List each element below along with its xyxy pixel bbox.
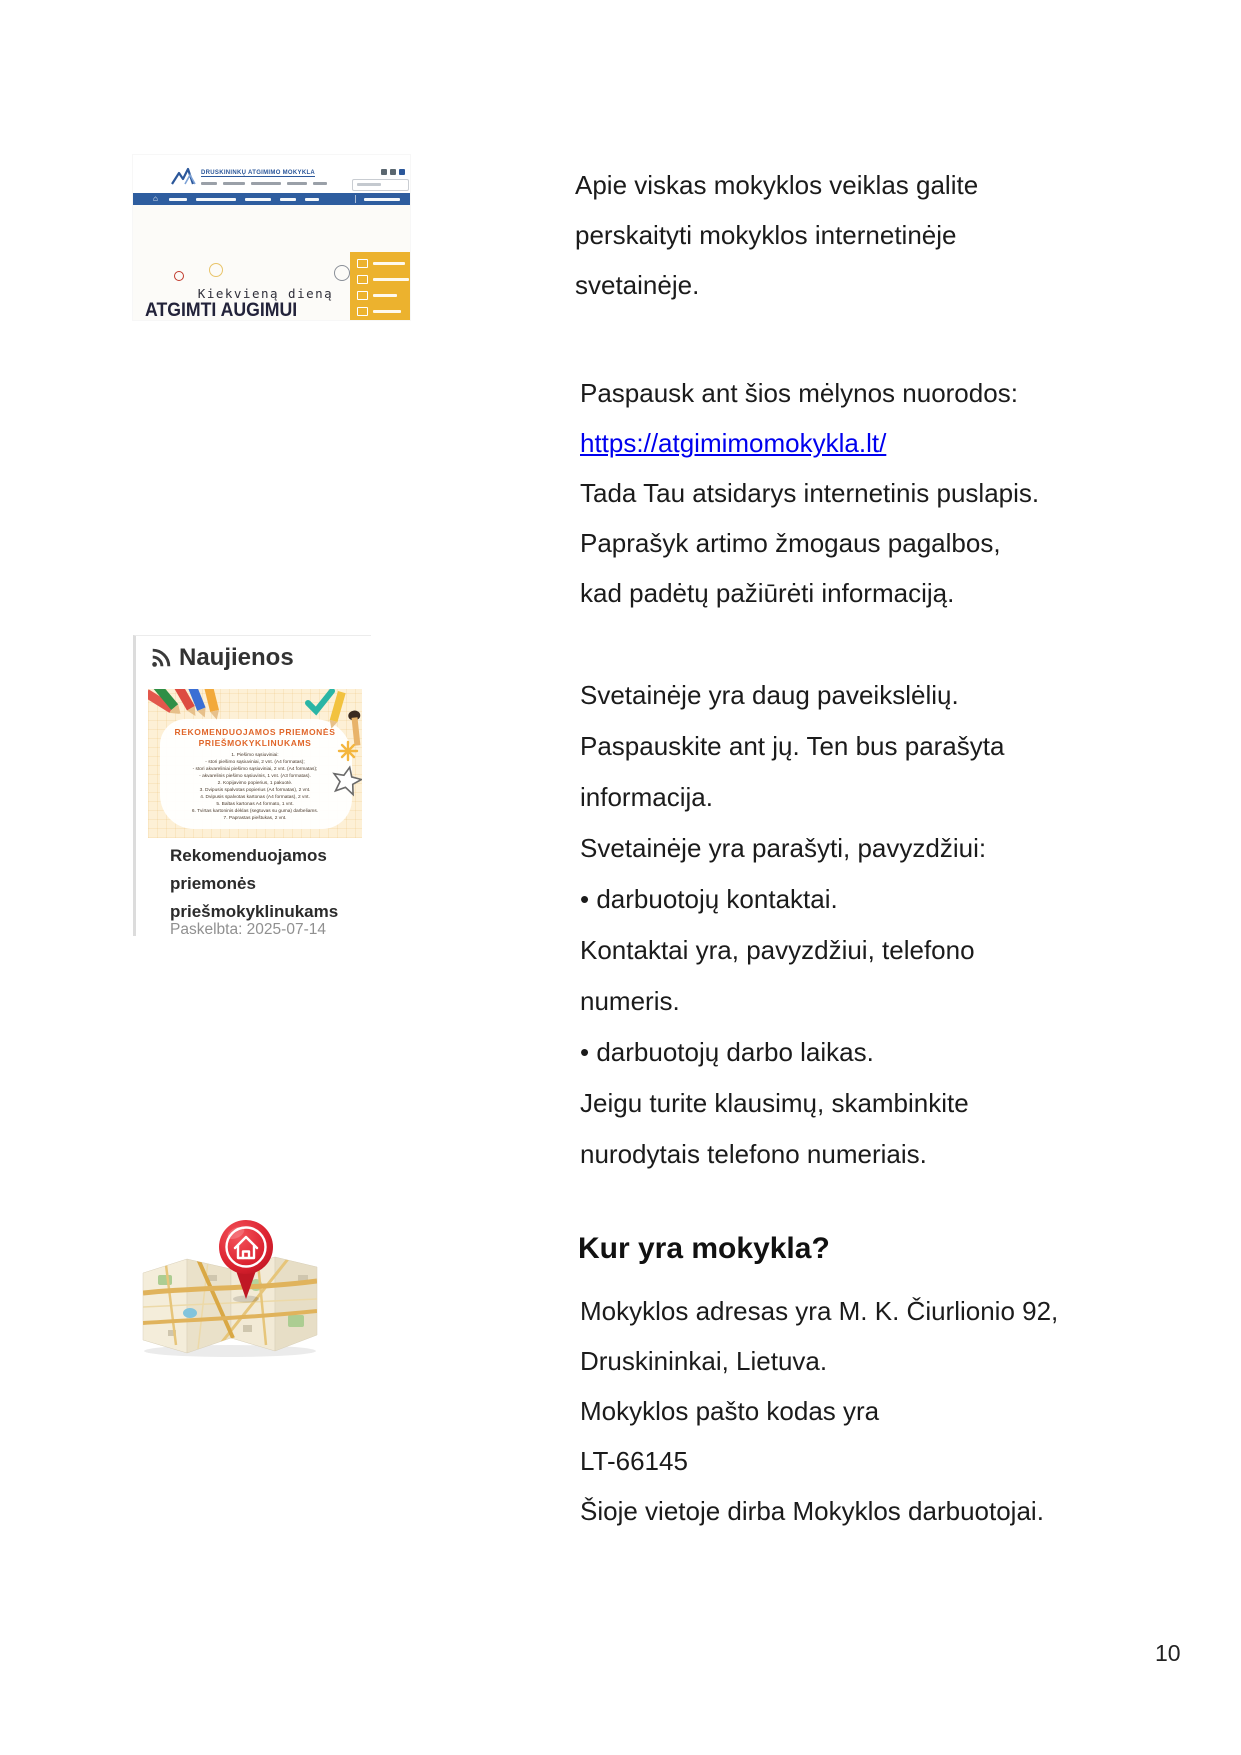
map-location-illustration — [138, 1215, 323, 1363]
decor-circle — [209, 263, 223, 277]
decor-circle — [174, 271, 184, 281]
news-post-date: Paskelbta: 2025-07-14 — [170, 921, 326, 936]
website-search-box — [352, 179, 409, 191]
website-header — [133, 155, 410, 193]
poster-item: 6. Tvirtas kartoninis dėklas (segtuvas su guma) darbeliams. — [191, 809, 319, 814]
website-header-icons — [381, 169, 405, 175]
poster-item: 7. Paprastas pieštukas, 2 vnt. — [223, 816, 287, 821]
news-post-title: Rekomenduojamos priemonės priešmokyklinukams — [170, 846, 339, 921]
website-navbar — [133, 193, 410, 205]
poster-item: 1. Piešimo sąsiuviniai: — [231, 753, 279, 758]
recommended-supplies-poster — [148, 689, 362, 838]
bullet-line: • darbuotojų darbo laikas. — [580, 1037, 874, 1067]
page-number: 10 — [1155, 1640, 1181, 1666]
text-line: Šioje vietoje dirba Mokyklos darbuotojai. — [580, 1496, 1044, 1526]
home-icon: ⌂ — [153, 194, 158, 203]
text-line: Druskininkai, Lietuva. — [580, 1346, 828, 1376]
poster-item: 4. Dvipusis spalvotas kartonas (A4 formatas), 2 vnt. — [200, 795, 310, 800]
text-line: Mokyklos adresas yra M. K. Čiurlionio 92, — [580, 1296, 1059, 1326]
text-line: Apie viskas mokyklos veiklas galite — [575, 170, 979, 200]
website-subnav-placeholder — [201, 182, 327, 185]
text-line: svetainėje. — [575, 270, 700, 300]
rss-icon — [150, 647, 172, 669]
school-logo-icon — [171, 167, 198, 187]
news-section-screenshot — [133, 635, 371, 936]
intro-paragraph — [575, 160, 978, 310]
text-line: Paspausk ant šios mėlynos nuorodos: — [580, 378, 1018, 408]
text-line: Svetainėje yra parašyti, pavyzdžiui: — [580, 833, 987, 863]
news-section-title: Naujienos — [179, 644, 294, 671]
location-heading: Kur yra mokykla? — [578, 1232, 830, 1265]
text-line: informacija. — [580, 782, 713, 812]
poster-item: - stori piešimo sąsiuviniai, 2 vnt. (A4 formatas); — [205, 760, 305, 765]
poster-item: 5. Baltas kartonas A4 formato, 1 vnt. — [216, 802, 294, 807]
text-line: numeris. — [580, 986, 680, 1016]
text-line: LT-66145 — [580, 1446, 688, 1476]
location-paragraph — [580, 1286, 1058, 1536]
poster-item: - akvarelinis piešimo sąsiuvinis, 1 vnt. (A3 formatas). — [199, 774, 311, 779]
poster-item: 3. Dvipusis spalvotas popierius (A4 formatas), 2 vnt. — [199, 788, 311, 793]
text-line: Tada Tau atsidarys internetinis puslapis. — [580, 478, 1040, 508]
website-info-paragraph — [580, 670, 1004, 1180]
decor-circle — [334, 265, 350, 281]
poster-item-list — [148, 752, 362, 822]
text-line: Svetainėje yra daug paveikslėlių. — [580, 680, 959, 710]
text-line: Jeigu turite klausimų, skambinkite — [580, 1088, 969, 1118]
school-website-link[interactable]: https://atgimimomokykla.lt/ — [580, 428, 887, 458]
school-name-link: DRUSKININKŲ ATGIMIMO MOKYKLA — [201, 170, 316, 176]
hero-title: ATGIMTI AUGIMUI — [145, 300, 298, 320]
school-website-screenshot — [133, 155, 410, 320]
hero-tagline: Kiekvieną dieną — [197, 286, 334, 301]
poster-item: 2. Kopijavimo popierius, 1 pakuotė. — [217, 781, 293, 786]
website-quicklinks-panel — [350, 252, 410, 320]
poster-title: REKOMENDUOJAMOS PRIEMONĖS PRIEŠMOKYKLINUKAMS — [174, 727, 336, 748]
text-line: Kontaktai yra, pavyzdžiui, telefono — [580, 935, 975, 965]
text-line: Paspauskite ant jų. Ten bus parašyta — [580, 731, 1005, 761]
bullet-line: • darbuotojų kontaktai. — [580, 884, 838, 914]
text-line: perskaityti mokyklos internetinėje — [575, 220, 957, 250]
link-paragraph — [580, 368, 1039, 618]
text-line: nurodytais telefono numeriais. — [580, 1139, 927, 1169]
poster-item: - stori akvareliniai piešimo sąsiuviniai, 2 vnt. (A4 formatas); — [192, 767, 318, 772]
text-line: Paprašyk artimo žmogaus pagalbos, — [580, 528, 1001, 558]
website-hero — [133, 205, 410, 320]
text-line: Mokyklos pašto kodas yra — [580, 1396, 880, 1426]
text-line: kad padėtų pažiūrėti informaciją. — [580, 578, 955, 608]
